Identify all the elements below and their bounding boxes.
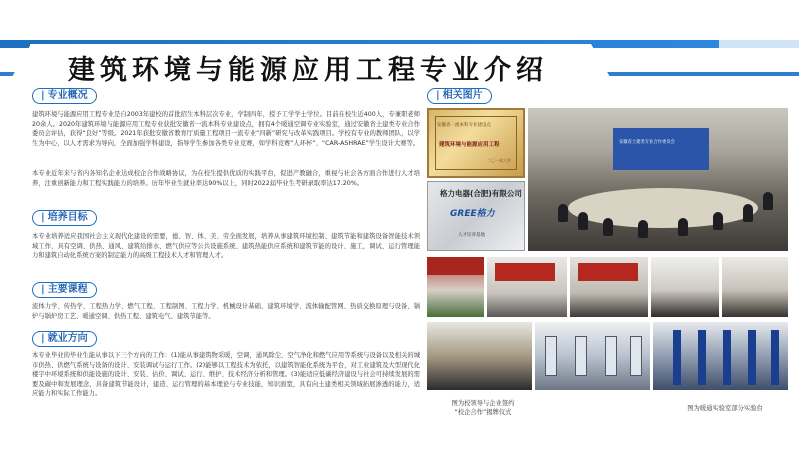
section-label-text: 相关图片 — [442, 90, 483, 101]
photo-lab-1 — [651, 257, 719, 317]
caption-lab: 图为暖通实验室部分实验台 — [687, 405, 763, 412]
equipment-rack — [748, 330, 756, 385]
section-label-goal — [32, 210, 97, 226]
photo-event-3 — [570, 257, 648, 317]
meeting-screen — [613, 128, 709, 170]
equipment-rack — [673, 330, 681, 385]
equipment-rack — [630, 336, 642, 376]
section-label-courses — [32, 282, 97, 298]
photo-lab-equipment — [535, 322, 650, 390]
section-label-text: 培养目标 — [47, 212, 88, 223]
page-title: 建筑环境与能源应用工程专业介绍 — [68, 55, 548, 86]
label-bar-icon: | — [41, 90, 45, 101]
plaque-line-1: 安徽省一流本科专业建设点 — [437, 123, 491, 128]
sign-base-name: 人才培养基地 — [458, 233, 485, 238]
overview-paragraph-1: 建筑环境与能源应用工程专业是自2003年建校的首批招生本科层次专业，学制四年，授予工学学士学位。目前在校生近400人，专兼职老师20余人。2020年建筑环境与能源应用工程专业获批安徽省一流本科专业建设点，拥有4个暖通空调专业实验室，通过安徽省土建类专业合作委员会评估，获得“良好”等级。2021年获批安徽省教育厅质量工程项目一流专业“四新”研究与改革实践项目。学校有专业的教师团队，以学生为中心，以人才需求为导向，全面加强学科建设，指导学生参加各类专业竞赛，如学科竞赛“人环杯”、“CAR-ASHRAE”学生设计大赛等。 — [32, 111, 420, 147]
goal-paragraph: 本专业培养适应我国社会主义现代化建设的需要，德、智、体、美、劳全面发展，培养从事建筑环境控制、建筑节能和建筑设备智能技术领域工作，具有空调、供热、通风、建筑给排水、燃气供应等公共设施系统、建筑热能供应系统和建筑节能的设计、施工，调试、运行管理能力和建筑自动化系统方案的制定能力的高级工程技术人才和管理人才。 — [32, 233, 420, 260]
section-label-text: 主要课程 — [47, 284, 88, 295]
red-backdrop — [578, 263, 638, 281]
meeting-table — [568, 188, 758, 228]
courses-paragraph: 流体力学、传热学、工程热力学、燃气工程、工程制图、工程力学、机械设计基础、建筑环境学、流体输配管网、热质交换原理与设备、锅炉与锅炉房工艺、暖通空调、供热工程、建筑电气、建筑节能等。 — [32, 303, 420, 320]
photo-hvac-lab — [653, 322, 788, 390]
equipment-rack — [698, 330, 706, 385]
career-paragraph: 本专业毕业的毕业生能从事以下三个方向的工作：(1)能从事建筑物采暖，空调，通风除尘、空气净化和燃气应用等系统与设备以及相关的城市供热、供燃气系统与设备的设计、安装调试与运行工作。(2)能够以工程技术为依托，以建筑智能化系统为平台，对工业建筑及大型现代化楼宇中环境系统和供能设施的设计、安装、估价、调试、运行、维护、技术经济分析和管理。(3)能适应低碳经济建设与社会可持续发展的需要及碳中和发展理念，具备建筑节能设计，建造、运行管理的基本理论与专业技能，知识面宽，具有向土建类相关领域拓展渗透的能力，适应能力和实际工作能力。 — [32, 352, 420, 398]
red-backdrop — [495, 263, 555, 281]
photo-event-1 — [427, 257, 484, 317]
plaque-line-2: 建筑环境与能源应用工程 — [439, 142, 500, 148]
photo-lab-2 — [722, 257, 788, 317]
equipment-rack — [723, 330, 731, 385]
equipment-rack — [575, 336, 587, 376]
equipment-rack — [605, 336, 617, 376]
sign-brand-logo: GREE格力 — [450, 209, 495, 219]
plaque-line-3: 二〇一年六月 — [487, 158, 511, 163]
photo-company-sign — [427, 181, 525, 251]
section-label-photos — [427, 88, 492, 104]
person — [603, 218, 613, 236]
photo-plaque — [427, 108, 525, 178]
person — [678, 218, 688, 236]
person — [713, 212, 723, 230]
section-label-overview — [32, 88, 97, 104]
label-bar-icon: | — [41, 333, 45, 344]
meeting-screen-text: 安徽省土建类专业合作委员会 — [619, 140, 675, 145]
photo-event-2 — [487, 257, 567, 317]
person — [638, 220, 648, 238]
section-label-text: 就业方向 — [47, 333, 88, 344]
overview-paragraph-2: 本专业近年来与省内各知名企业达成校企合作战略协议，为在校生提供优质的实践平台，促进产教融合，重视与社会各方面合作进行人才培养，注重创新能力和工程实践能力的培养。历年毕业生就业率达90%以上，同时2022届毕业生考研录取率达17.20%。 — [32, 170, 420, 187]
person — [558, 204, 568, 222]
photo-meeting — [528, 108, 788, 251]
section-label-text: 专业概况 — [47, 90, 88, 101]
sign-company-name: 格力电器(合肥)有限公司 — [440, 189, 522, 198]
header-stripe-tail — [719, 40, 799, 48]
section-label-career — [32, 331, 97, 347]
person — [763, 192, 773, 210]
equipment-rack — [771, 330, 779, 385]
label-bar-icon: | — [41, 212, 45, 223]
photo-signing-ceremony — [427, 322, 532, 390]
person — [578, 212, 588, 230]
caption-signing: 图为校领导与企业签约 “校企合作”揭牌仪式 — [451, 400, 515, 416]
equipment-rack — [545, 336, 557, 376]
red-backdrop — [427, 257, 484, 275]
label-bar-icon: | — [436, 90, 440, 101]
person — [743, 204, 753, 222]
label-bar-icon: | — [41, 284, 45, 295]
